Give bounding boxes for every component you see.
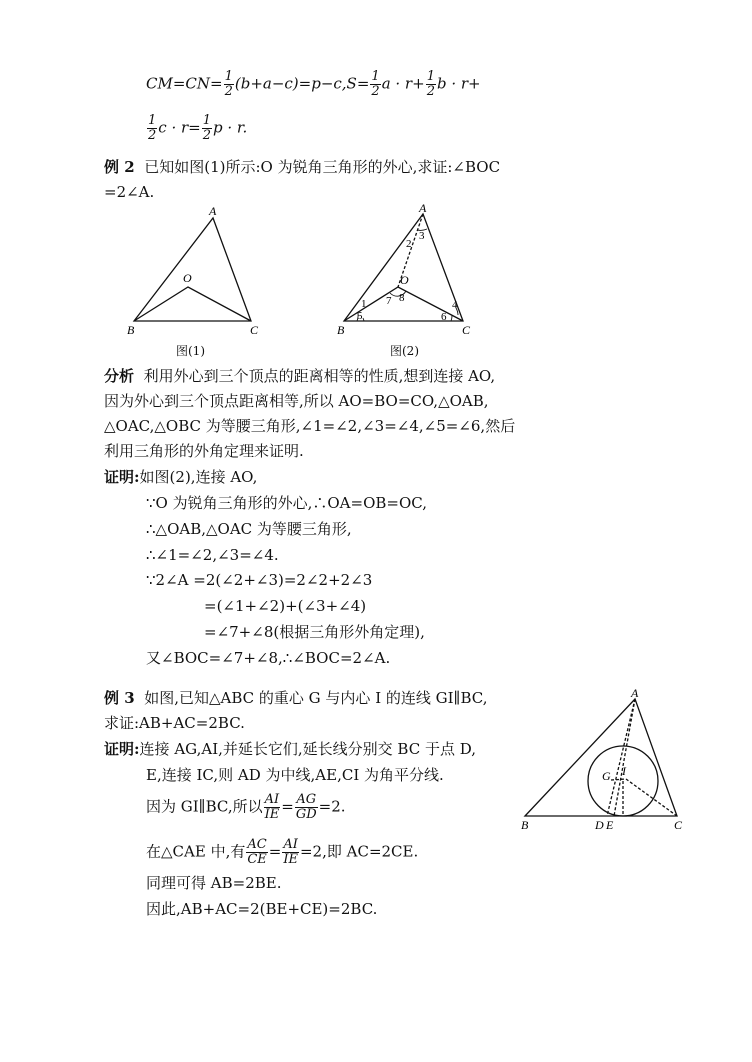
fig2-angle-2: 2 [406,238,412,250]
example-3-line-1 [104,688,488,708]
proof-3-text: =2. [318,797,346,816]
example-3-label: 例 3 [104,689,135,707]
proof-3-label: 证明: [104,740,140,758]
example-3-text: 如图,已知△ABC 的重心 G 与内心 I 的连线 GI∥BC, [144,689,488,707]
fraction-half [202,114,212,143]
fig3-label-g: G [602,769,611,783]
proof-2-line-2: ∴△OAB,△OAC 为等腰三角形, [146,520,352,538]
fraction-numerator: 1 [224,69,233,84]
formula-line-2 [146,114,247,143]
example-2-label: 例 2 [104,158,135,176]
proof-2-label: 证明: [104,468,140,486]
proof-2-line-5: =(∠1+∠2)+(∠3+∠4) [204,597,367,615]
analysis-line-3: △OAC,△OBC 为等腰三角形,∠1=∠2,∠3=∠4,∠5=∠6,然后 [104,417,516,435]
fig2-angle-3: 3 [419,230,425,242]
fraction-denominator: CE [247,852,267,867]
proof-2-line-3: ∴∠1=∠2,∠3=∠4. [146,546,279,564]
fig2-angle-8: 8 [399,292,405,304]
fraction-ac-ce [246,838,267,867]
fraction-half [370,70,380,99]
triangle-incircle [525,699,677,816]
figure-2-caption: 图(2) [390,344,419,358]
fraction-numerator: AI [283,837,298,852]
fig2-label-a: A [419,201,427,215]
figure-1 [120,200,280,340]
fraction-half [426,70,436,99]
fraction-numerator: 1 [426,69,435,84]
figure-2 [330,200,490,340]
fraction-numerator: AI [264,792,280,807]
formula-text: p · r. [213,118,248,137]
fraction-denominator: 2 [148,128,157,143]
fraction-numerator: 1 [371,69,380,84]
example-2-line-1 [104,157,500,177]
fraction-denominator: 2 [371,84,380,99]
fraction-ag-gd [295,793,318,822]
fraction-numerator: 1 [148,113,157,128]
proof-2-line-1: ∵O 为锐角三角形的外心,∴OA=OB=OC, [146,494,427,512]
equals-sign: = [281,797,294,816]
fig1-label-c: C [250,323,259,337]
fig1-label-a: A [209,204,217,218]
proof-2-line-6: =∠7+∠8(根据三角形外角定理), [204,623,425,641]
proof-3-text: 连接 AG,AI,并延长它们,延长线分别交 BC 于点 D, [139,740,477,758]
proof-2-line-0 [104,467,257,487]
fig2-label-c: C [462,323,471,337]
fig3-label-b: B [521,818,529,832]
fraction-denominator: IE [264,807,280,822]
fig2-angle-5: 5 [357,310,363,322]
formula-text: a · r+ [381,74,425,93]
proof-3-text: 因为 GI∥BC,所以 [146,797,263,816]
formula-text: b · r+ [436,74,481,93]
example-2-text: 已知如图(1)所示:O 为锐角三角形的外心,求证:∠BOC [144,158,501,176]
proof-2-line-4: ∵2∠A =2(∠2+∠3)=2∠2+2∠3 [146,571,373,589]
triangle-abc [134,218,251,321]
fraction-half [147,114,157,143]
fig2-angle-7: 7 [386,295,392,307]
proof-3-line-3 [146,793,346,822]
fraction-denominator: GD [295,807,317,822]
fig2-label-o: O [400,273,409,287]
fraction-ai-ie [282,838,299,867]
fig3-label-i: I [622,764,626,778]
analysis-text: 利用外心到三个顶点的距离相等的性质,想到连接 AO, [143,367,496,385]
proof-3-line-6: 因此,AB+AC=2(BE+CE)=2BC. [146,900,378,918]
formula-text: c · r= [158,118,201,137]
fraction-denominator: 2 [202,128,212,143]
figure-3 [515,683,695,833]
figure-1-caption: 图(1) [176,344,205,358]
fraction-denominator: 2 [224,84,233,99]
proof-3-line-4 [146,838,418,867]
formula-text: (b+a−c)=p−c,S= [234,74,370,93]
fig3-label-d: D [595,818,604,832]
proof-3-line-5: 同理可得 AB=2BE. [146,874,282,892]
example-3-line-2: 求证:AB+AC=2BC. [104,714,245,732]
proof-2-line-7: 又∠BOC=∠7+∠8,∴∠BOC=2∠A. [146,649,391,667]
example-2-line-2: =2∠A. [104,183,155,201]
fig1-label-b: B [127,323,135,337]
fig2-angle-6: 6 [441,311,447,323]
fraction-ai-ie [264,793,281,822]
fig2-angle-4: 4 [452,299,458,311]
fraction-half [224,70,234,99]
fraction-denominator: 2 [426,84,435,99]
fraction-numerator: AC [247,837,267,852]
equals-sign: = [268,842,282,861]
analysis-line-2: 因为外心到三个顶点距离相等,所以 AO=BO=CO,△OAB, [104,392,489,410]
fig3-label-a: A [631,686,639,700]
proof-3-line-2: E,连接 IC,则 AD 为中线,AE,CI 为角平分线. [146,766,444,784]
fraction-denominator: IE [283,852,298,867]
analysis-line-1 [104,366,495,386]
proof-2-text: 如图(2),连接 AO, [139,468,258,486]
analysis-line-4: 利用三角形的外角定理来证明. [104,442,304,460]
proof-3-text: 在△CAE 中,有 [146,842,246,861]
fig2-label-b: B [337,323,345,337]
proof-3-text: =2,即 AC=2CE. [299,842,419,861]
fig3-label-e: E [606,818,614,832]
formula-line-1 [146,70,481,99]
proof-3-line-1 [104,739,476,759]
analysis-label: 分析 [104,367,135,385]
fig1-label-o: O [183,271,192,285]
fig3-label-c: C [674,818,683,832]
fraction-numerator: 1 [202,113,212,128]
fig2-angle-1: 1 [361,298,367,310]
formula-text: CM=CN= [146,74,223,93]
fraction-numerator: AG [296,792,317,807]
